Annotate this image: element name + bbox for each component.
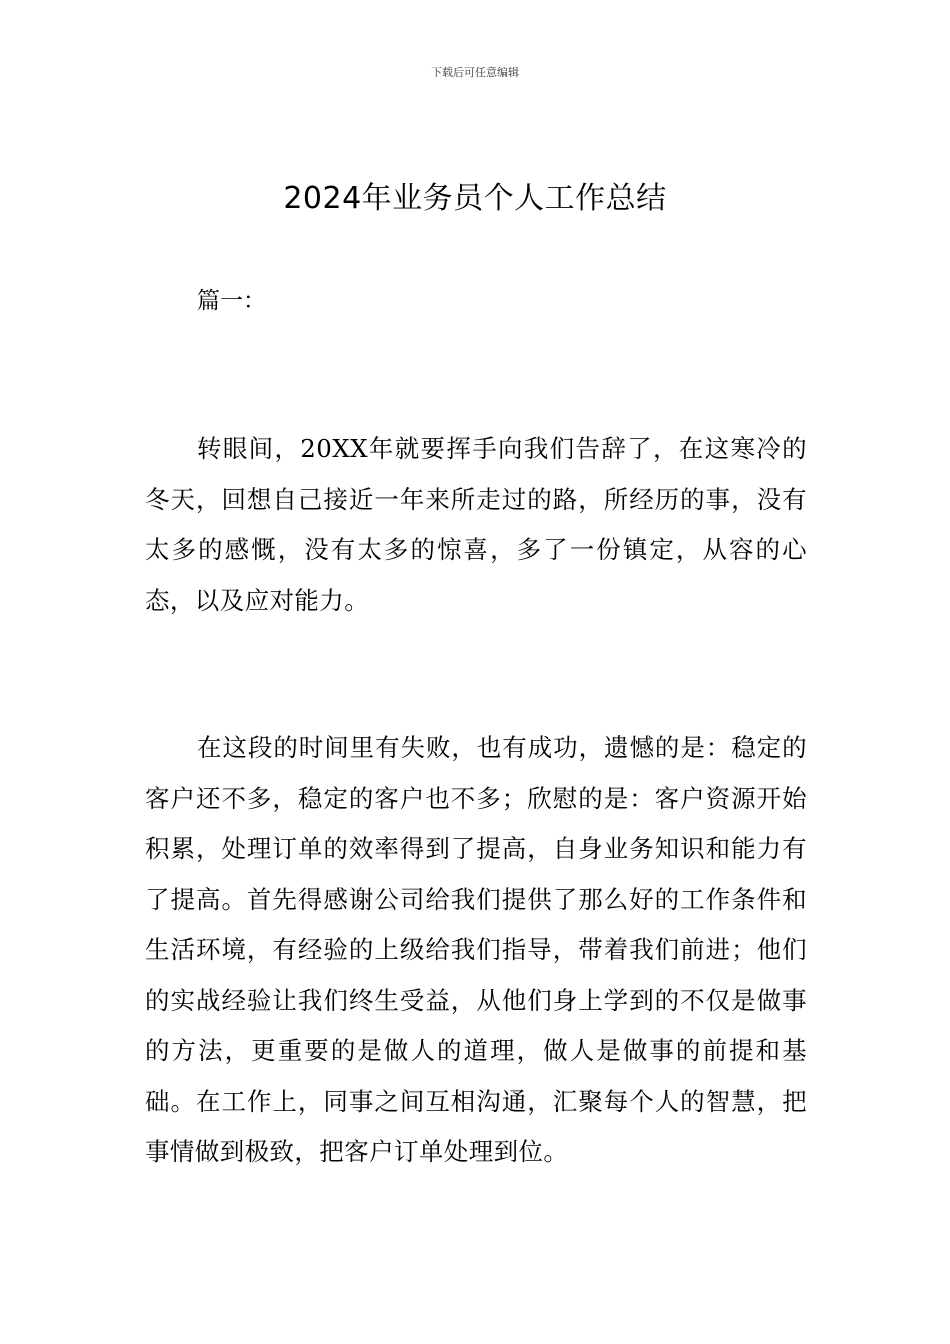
section-label: 篇一： [197,288,266,314]
header-note: 下载后可任意编辑 [431,66,519,79]
document-title: 2024年业务员个人工作总结 [283,181,667,216]
paragraph-1: 转眼间，20XX年就要挥手向我们告辞了，在这寒冷的冬天，回想自己接近一年来所走过的路，所经历的事，没有太多的感慨，没有太多的惊喜，多了一份镇定，从容的心态，以及应对能力。 [145,434,807,615]
paragraph-2: 在这段的时间里有失败，也有成功，遗憾的是：稳定的客户还不多，稳定的客户也不多；欣慰的是：客户资源开始积累，处理订单的效率得到了提高，自身业务知识和能力有了提高。首先得感谢公司给我们提供了那么好的工作条件和生活环境，有经验的上级给我们指导，带着我们前进；他们的实战经验让我们终生受益，从他们身上学到的不仅是做事的方法，更重要的是做人的道理，做人是做事的前提和基础。在工作上，同事之间互相沟通，汇聚每个人的智慧，把事情做到极致，把客户订单处理到位。 [145,733,807,1166]
